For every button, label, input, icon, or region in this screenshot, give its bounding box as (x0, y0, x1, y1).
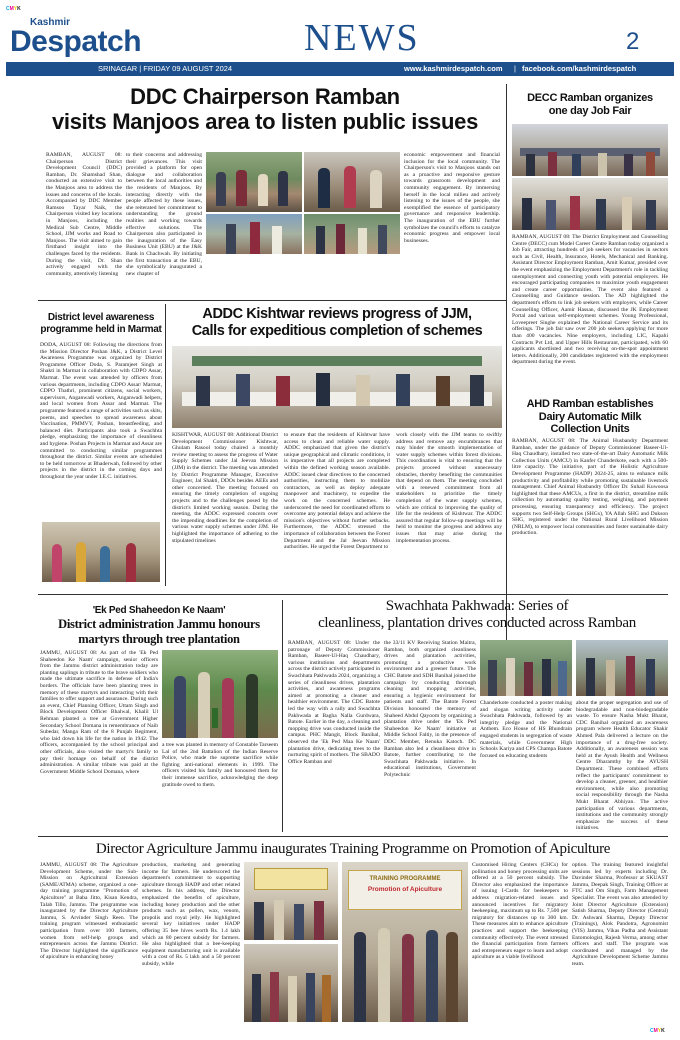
facebook-link[interactable]: facebook.com/kashmirdespatch (522, 64, 637, 73)
apiculture-col1: JAMMU, AUGUST 08: The Agriculture Development Scheme, under the Sub-Mission on Agricultural Extension (SAME/ATMA) scheme, organized a one-day training programme "Promotion of Apiculture" at Baba Jitto, Kisan Kendra, Talab Tillo, Jammu. The programme was inaugurated by the Director Agriculture Jammu, S. Arvinder Singh Reen. The training program witnessed enthusiastic participation from over 100 farmers, women from self-help groups and entrepreneurs across the Jammu District. The Director highlighted the significance of apiculture in enhancing honey (40, 862, 138, 961)
addc-headline (170, 306, 504, 340)
apiculture-col3: Customised Hiring Centers (CHCs) for pollination and honey processing units are offered at a 50 percent subsidy. The Director also emphasized the importance of issuing I-Cards for beekeepers to address migration-related issues and announced incentives for migratory beekeeping, maximum up to Rs. 7,500 per migratory for distances up to 300 km. These measures aim to enhance apiculture practices and support the beekeeping community effectively. The event stressed the financial participation from farmers and entrepreneurs eager to learn and adopt apiculture as a viable livelihood (472, 862, 568, 961)
decc-photo (512, 124, 668, 176)
page-number: 2 (626, 28, 640, 55)
apiculture-banner-line2: Promotion of Apiculture (367, 886, 443, 893)
decc-headline (512, 92, 668, 118)
section-rule-2 (38, 594, 668, 595)
section-title: NEWS (304, 17, 420, 59)
apiculture-col4: option. The training featured insightful sessions led by experts including Dr. Davinder Sharma, Professor at SKUAST Jammu, Deepak Singh, Training Officer at FTC and Om Singh, Farm Management Specialist. The event was also attended by Joint Director Agriculture (Extension) Satish Sharma, Deputy Director (Central) Dr. Ashwani Sharma, Deputy Director (Trainings), Alok Pandotra, Agronomist (VIS) Jammu, Vikas Padha and Assistant Entomologist, Rajesh Verma, among other officers and staff. The program was coordinated and managed by the Agriculture Development Scheme Jammu team. (572, 862, 668, 967)
story1-col3: economic empowerment and financial inclusion for the local community. The Chairperson's visit to Manjoos stands out as a proactive and responsive gesture towards grassroots development and community engagement. By immersing herself in the local milieu and actively listening to the issues of the people, she exemplified the essence of participatory governance and responsive leadership. The inauguration of the EBU further symbolizes the council's efforts to catalyze economic progress and empower local businesses. (404, 152, 500, 244)
decc-photo-2 (512, 178, 668, 230)
addc-col3: work closely with the JJM teams to swiftly address and remove any encumbrances that may hinder the smooth implementation of water supply schemes within forest divisions. This coordination is vital to ensuring that the projects proceed without unnecessary obstacles, thereby benefiting the communities that depend on them. The meeting concluded with a renewed commitment from all stakeholders to prioritize the timely completion of the water supply schemes, which are critical to improving the quality of life for the residents of Kishtwar. The ADDC assured that regular follow-up meetings will be held to monitor the progress and address any issues that may arise during the implementation process. (396, 432, 502, 544)
addc-headline-line1: ADDC Kishtwar reviews progress of JJM, (202, 306, 472, 322)
column-rule-right (506, 84, 507, 656)
jammu-headline-line1: District administration Jammu honours (58, 617, 260, 631)
ahd-headline-line2: Dairy Automatic Milk (538, 410, 642, 423)
cmyk-color-mark-bottom: CMYK (650, 1028, 665, 1034)
story1-photo-1 (206, 152, 302, 212)
cmyk-color-mark: CMYK (6, 6, 21, 12)
swachhta-col2: the 33/11 KV Receiving Station Maitra, Ramban, both organized cleanliness drives and plantation activities, promoting a productive work environment and a greener future. The CHC Batote and SDH Banihal joined the campaign by conducting thorough cleaning and mopping activities, ensuring a hygienic environment for patients and staff. The Batote Forest Division honoured the memory of Shaheed Abdul Qayoom by organizing a plantation drive under the 'Ek Ped Shaheedon Ke Naam' initiative at Middle School Faltiy, in the presence of DDC Member, Renuka Katoch. DC Ramban also led a cleanliness drive in Batote, further contributing to the Swachhata Pakhwada initiative. In educational institutions, Government Polytechnic (384, 640, 476, 778)
swachhta-photo-2 (576, 640, 668, 696)
apiculture-photo-3 (342, 862, 468, 1022)
column-rule-mid (282, 600, 283, 832)
marmat-headline (40, 312, 162, 336)
marmat-body: DODA, AUGUST 08: Following the directions from the Mission Director Poshan J&K, a District Level Awareness Programme was organized by District Programme Officer Doda, S. Paramjeet Singh at Shakti in Marmat in collaboration with CDPO Assar, Marmat. The event was attended by officers from various departments, including CDPO Assar/ Marmat, CDPO Thathri, prominent citizens, social workers, supervisors, Anganwadi workers, Anganwadi helpers, and local women from Assar and Marmat. The programme featured a range of activities such as skits, poems, and speeches to spread awareness about Vaccination, PMMVY, Poshan, breastfeeding, and balanced diet. Participants also took a Swachhta pledge, emphasizing the importance of cleanliness and hygiene. Poshan Projects in Marmat and Assar are committed to conducting similar programmes throughout the district. Similar events are scheduled to be held tomorrow at Bhaderwah, followed by other projects in the district in the coming days and throughout the year under I.E.C. initiatives. (40, 342, 162, 480)
apiculture-headline: Director Agriculture Jammu inaugurates Training Programme on Promotion of Apiculture (95, 841, 611, 857)
swachhta-col4: about the proper segregation and use of biodegradable and non-biodegradable waste. To ensure Nasha Mukt Bharat, CDC Banihal organized an awareness program where Health Educator Shakir Ahmed Pala delivered a lecture on the importance of a drug-free society. Additionally, an awareness session was held at the Ayush Health and Wellness Centre Dharamthy by the AYUSH Department. These combined efforts reflect the participants' commitment to develop a cleaner, greener, and healthier environment, while also promoting social responsibility through the Nasha Mukt Bharat Abhiyan. The active participation of various departments, institutions and the community strongly emphasize the success of these initiatives. (576, 700, 668, 832)
story1-col2: to their concerns and addressing their grievances. This visit provided a platform for open dialogue and collaboration between the local authorities and the residents of Manjoos. By interacting directly with the people affected by these issues, she reiterated her commitment to understanding the ground realities and working towards effective solutions. The Chairperson also participated in the inauguration of the Easy Business Unit (EBU) at the J&K Bank in Chachwah. By initiating the first transaction at the EBU, she symbolically inaugurated a new chapter of (126, 152, 202, 277)
masthead-bar: SRINAGAR | FRIDAY 09 AUGUST 2024 www.kashmirdespatch.com | facebook.com/kashmirdespatch (6, 62, 674, 76)
dateline: SRINAGAR | FRIDAY 09 AUGUST 2024 (98, 64, 233, 73)
decc-body: RAMBAN, AUGUST 08: The District Employment and Counselling Centre (DECC) cum Model Career Centre Ramban today organized a Job Fair, attracting hundreds of job seekers for vacancies in sectors such as Civil, Health, Insurance, Hotels, Mechanical and Banking. Assistant Director Employment Ramban, Amit Kumar, presided over the event emphasizing the Employment Department's role in tackling unemployment and connecting youth with potential employers. He encouraged participating companies to maximize youth engagement and create career opportunities. The event also featured a Counselling and Guidance session. The AD highlighted the department's efforts to link job seekers with employers, while Career Counselling Officer, Aamir Hassan, discussed the JK Employment Portal and various self-employment schemes. Young Professional, Loveepreet Singhe explained the National Career Service and its offerings. The job fair saw over 200 job seekers applying for more than 400 vacancies. Nine employers, including LIC, Kapahi Contracts Pvt Ltd, and Upper Hills Restaurant, participated, with 60 applicants shortlisted and two receiving on-the-spot appointment letters. Additionally, 200 candidates registered with the employment department during the event. (512, 234, 668, 366)
marmat-photo (42, 522, 160, 582)
addc-headline-line2: Calls for expeditious completion of schemes (191, 323, 483, 339)
swachhta-headline-line1: Swachhata Pakhwada: Series of (385, 598, 569, 614)
jammu-headline (40, 604, 278, 646)
apiculture-photo-1 (244, 862, 338, 940)
addc-photo (172, 346, 502, 428)
addc-col2: to ensure that the residents of Kishtwar have access to clean and reliable water supply. ADDC emphasized that given the district's unique geographical and climatic conditions, it is imperative that all projects are completed within the defined working season available. ADDC issued clear directives to the concerned authorities, instructing them to mobilize contractors, as well as deploy adequate manpower and machinery, to expedite the work on the concerned schemes. He underscored the need for coordinated efforts to overcome any potential delays and achieve the mission's objectives without further setbacks. Furthermore, the ADDC stressed the importance of collaboration between the Forest Department and the Jal Jeevan Mission authorities. He urged the Forest Department to (284, 432, 390, 551)
addc-col1: KISHTWAR, AUGUST 08: Additional District Development Commissioner Kishtwar, Ghulam Rasool today chaired a monthly review meeting to assess the progress of Water Supply Schemes under Jal Jeevan Mission (JJM) in the district. The meeting was attended by District Programme Manager, Executive Engineer, Jal Shakti, DDOs besides AEEs and other concerned. The meeting focused on ensuring the timely completion of ongoing projects and to the challenges posed by the district's limited working season. During the meeting, the ADDC expressed concern over the impending deadlines for the completion of various water supply schemes under JJM. He highlighted the importance of adhering to the stipulated timelines (172, 432, 278, 544)
apiculture-col2: production, marketing and generating income for farmers. He underscored the department's commitment to supporting apiculture through HADP and other related schemes. In his address, the Director emphasized the benefits of apiculture, including honey production and the other products such as pollen, wax, venom, propolis and royal jelly. He highlighted several key initiatives under HADP offering 35 bee hives worth Rs. 1.4 lakh which an 80 percent subsidy for farmers. He also highlighted that a bee-keeping equipment manufacturing unit is available with a cost of Rs. 5 lakh and a 50 percent subsidy, while (142, 862, 240, 967)
ahd-body: RAMBAN, AUGUST 08: The Animal Husbandry Department Ramban, under the guidance of Deputy Commissioner Baseer-Ul-Haq Chaudhary, installed two state-of-the-art Dairy Automatic Milk Collection Units (AMCU) in Kanfer Chanderkote, each with a 500-litre capacity. The initiative, part of the Holistic Agriculture Development Programme (HADP) 2024-25, aims to enhance milk productivity and profitability while promoting sustainable livestock management. Chief Animal Husbandry Officer Dr. Suhail Kuwoosa highlighted that these AMCUs, a first in the district, streamline milk collection by automating quality testing, weighing, and payment processing, ensuring transparency and efficiency. The project supports two Self-Help Groups (SHGs), YA Allah SHG and Dukson SHG, registered under the National Rural Livelihood Mission (NRLM), to empower local communities and foster sustainable dairy production. (512, 438, 668, 537)
jammu-col2: a tree was planted in memory of Constable Tarseem Lal of the 2nd Battalion of the Indian Reserve Police, who made the supreme sacrifice while fighting anti-national elements in 1999. The officers visited his family and honoured them for their immense sacrifice, acknowledging the deep gratitude owed to them. (162, 742, 278, 788)
jammu-col1: JAMMU, AUGUST 08: As part of the 'Ek Ped Shaheedon Ke Naam' campaign, senior officers from the Jammu district administration today are planting saplings in tribute to the brave soldiers who made the ultimate sacrifice in defense of India's borders. The officials have been planting trees in memory of these martyrs and interacting with their families to offer support and assurance. During such an event, Chief Planning Officer, Uttam Singh and Block Development Officer Bhalwal, Khalil Ul Rehman planted a tree at Government Higher Secondary School Domana in remembrance of Naib Subedar, Manga Ram of the 8 Punjab Regiment, who laid down his life for the nation in 1942. The officers, accompanied by the school principal and other officials, also visited the martyr's family to pay their homage on behalf of the district administration. A similar tribute was paid at the Government Middle School Domana, where (40, 650, 158, 775)
swachhta-headline (286, 598, 668, 632)
swachhta-headline-line2: cleanliness, plantation drives conducted across Ramban (318, 615, 636, 631)
story1-col1: RAMBAN, AUGUST 08: Chairperson District Development Council (DDC) Ramban, Dr. Shamshad Shan, conducted an extensive visit to the Manjoos area to address the issues and concerns of the locals. Accompanied by DDC Member Ramsoo Tayar Naik, the Chairperson visited key locations in Manjoos, including the Medical Sub Centre, Middle School, JJM works and Road to Manjoos. The visit aimed to gain firsthand insight into the challenges faced by the residents. During the visit, Dr. Shan actively engaged with the community, attentively listening (46, 152, 122, 277)
ahd-headline-line3: Collection Units (550, 423, 630, 435)
brand-top: Kashmir (30, 17, 71, 28)
marmat-headline-line2: programme held in Marmat (40, 324, 162, 335)
apiculture-photo-2 (244, 944, 338, 1022)
ahd-headline-line1: AHD Ramban establishes (526, 398, 654, 410)
story1-photo-4 (304, 214, 400, 254)
section-rule-3 (38, 836, 668, 837)
ahd-headline (512, 398, 668, 436)
story1-photo-2 (304, 152, 400, 212)
jammu-headline-line2: martyrs through tree plantation (78, 631, 240, 646)
website-link[interactable]: www.kashmirdespatch.com (404, 64, 503, 73)
jammu-photo (162, 650, 278, 738)
story1-photo-3 (206, 214, 302, 254)
jammu-kicker: 'Ek Ped Shaheedon Ke Naam' (92, 605, 226, 616)
section-rule-1 (38, 300, 506, 301)
story1-headline-line2: visits Manjoos area to listen public issues (51, 109, 478, 134)
marmat-headline-line1: District level awareness (47, 312, 155, 323)
decc-headline-line1: DECC Ramban organizes (527, 92, 653, 104)
swachhta-col3: Chanderkote conducted a poster making and slogan writing activity under Swachhata Pakhwada, followed by an integrity pledge and the National Anthem. Eco House of HS Bhundrain engaged students in segregation of waste materials, while Government High Schools Kariya and CPS Champa Batote focused on educating students (480, 700, 572, 759)
swachhta-photo-1 (480, 640, 572, 696)
story1-headline (30, 84, 500, 134)
apiculture-banner-line1: TRAINING PROGRAMME (369, 876, 441, 882)
column-rule-left (165, 304, 166, 586)
brand-logo: Despatch (10, 25, 142, 58)
swachhta-col1: RAMBAN, AUGUST 08: Under the patronage of Deputy Commissioner Ramban, Baseer-Ul-Haq Chaudhary, various institutions and departments across the district actively participated in Swachhata Pakhwada 2024, organizing a series of cleanliness drives, plantation activities, and awareness programs aimed at promoting a cleaner and healthier environment. The CDC Batote led the way with a rally and Swachhta Pakhwada at Bagha Nalla Gurdwara, Batote. Earlier in the day, a cleaning and mopping drive was conducted inside the campus. PHC Mangit, Block Banihal, observed the 'Ek Ped Maa Ke Naam' plantation drive, dedicating trees to the nurturing spirit of mothers. The SBADO Office Ramban and (288, 640, 380, 765)
decc-headline-line2: one day Job Fair (548, 105, 632, 117)
story1-headline-line1: DDC Chairperson Ramban (130, 84, 400, 109)
